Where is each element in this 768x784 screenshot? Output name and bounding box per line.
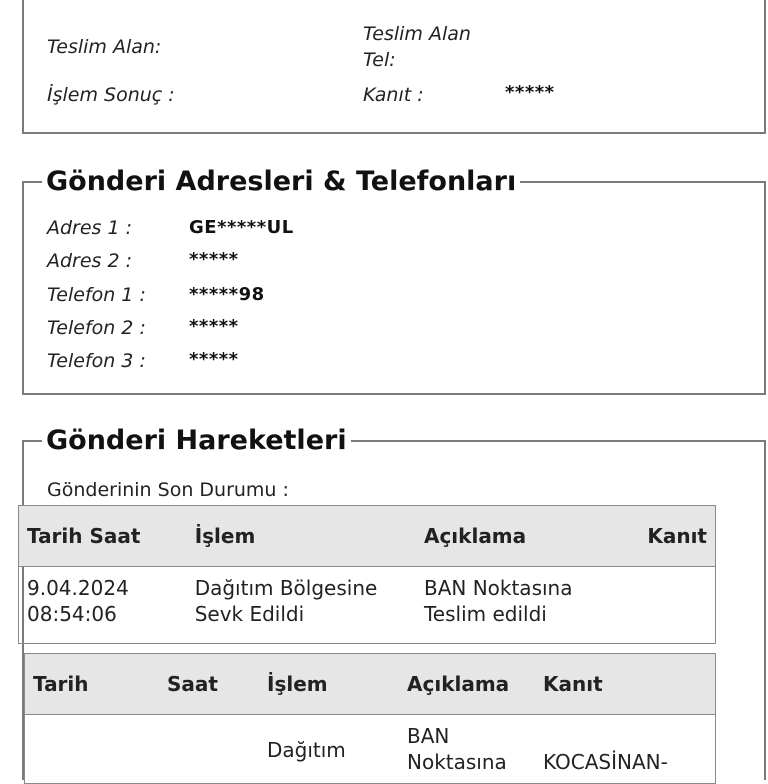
phone3-value: ***** [189, 349, 239, 370]
receiver-label: Teslim Alan: [47, 36, 162, 58]
proof-cell [639, 567, 715, 644]
phone1-value: *****98 [189, 284, 265, 305]
last-status-table [18, 505, 716, 644]
col-time-header: Saat [159, 654, 259, 715]
date-text: 9.04.2024 [27, 576, 129, 600]
history-header-row [25, 654, 716, 715]
address1-label: Adres 1 : [47, 217, 133, 239]
movements-title: Gönderi Hareketleri [42, 424, 351, 458]
proof-text: KOCASİNAN- [543, 750, 668, 774]
proof-label: Kanıt : [363, 84, 424, 106]
col-date-header: Tarih [25, 654, 160, 715]
action-cell [187, 567, 416, 644]
description-text-line2: Noktasına [407, 750, 507, 774]
addresses-title: Gönderi Adresleri & Telefonları [42, 165, 520, 199]
col-proof-header: Kanıt [535, 654, 716, 715]
proof-cell [535, 715, 716, 784]
action-text-line1: Dağıtım Bölgesine [194, 576, 378, 600]
phone3-label: Telefon 3 : [47, 350, 146, 372]
table-row [25, 715, 716, 784]
datetime-cell [19, 567, 187, 644]
table-row [19, 567, 716, 644]
time-text: 08:54:06 [27, 602, 117, 626]
col-datetime-header: Tarih Saat [19, 506, 187, 567]
last-status-label: Gönderinin Son Durumu : [47, 479, 289, 501]
proof-value: ***** [505, 82, 555, 103]
description-text-line1: BAN Noktasına [423, 576, 573, 600]
last-status-header-row [19, 506, 716, 567]
description-cell [416, 567, 639, 644]
receiver-tel-label-line2: Tel: [363, 49, 396, 71]
phone2-label: Telefon 2 : [47, 317, 146, 339]
col-description-header: Açıklama [416, 506, 639, 567]
address2-value: ***** [189, 249, 239, 270]
address1-value: GE*****UL [189, 217, 294, 238]
address2-label: Adres 2 : [47, 250, 133, 272]
description-text-line1: BAN [407, 724, 450, 748]
delivery-info-panel [22, 0, 766, 134]
time-cell [159, 715, 259, 784]
action-cell [259, 715, 399, 784]
col-proof-header: Kanıt [639, 506, 715, 567]
date-cell [25, 715, 160, 784]
addresses-panel [22, 166, 766, 395]
result-label: İşlem Sonuç : [47, 84, 175, 106]
history-table [24, 653, 716, 784]
description-text-line2: Teslim edildi [423, 602, 547, 626]
phone1-label: Telefon 1 : [47, 284, 146, 306]
phone2-value: ***** [189, 316, 239, 337]
col-action-header: İşlem [259, 654, 399, 715]
action-text-line2: Sevk Edildi [194, 602, 305, 626]
col-action-header: İşlem [187, 506, 416, 567]
action-text-line1: Dağıtım [267, 738, 346, 762]
col-description-header: Açıklama [399, 654, 535, 715]
description-cell [399, 715, 535, 784]
receiver-tel-label-line1: Teslim Alan [363, 23, 471, 45]
